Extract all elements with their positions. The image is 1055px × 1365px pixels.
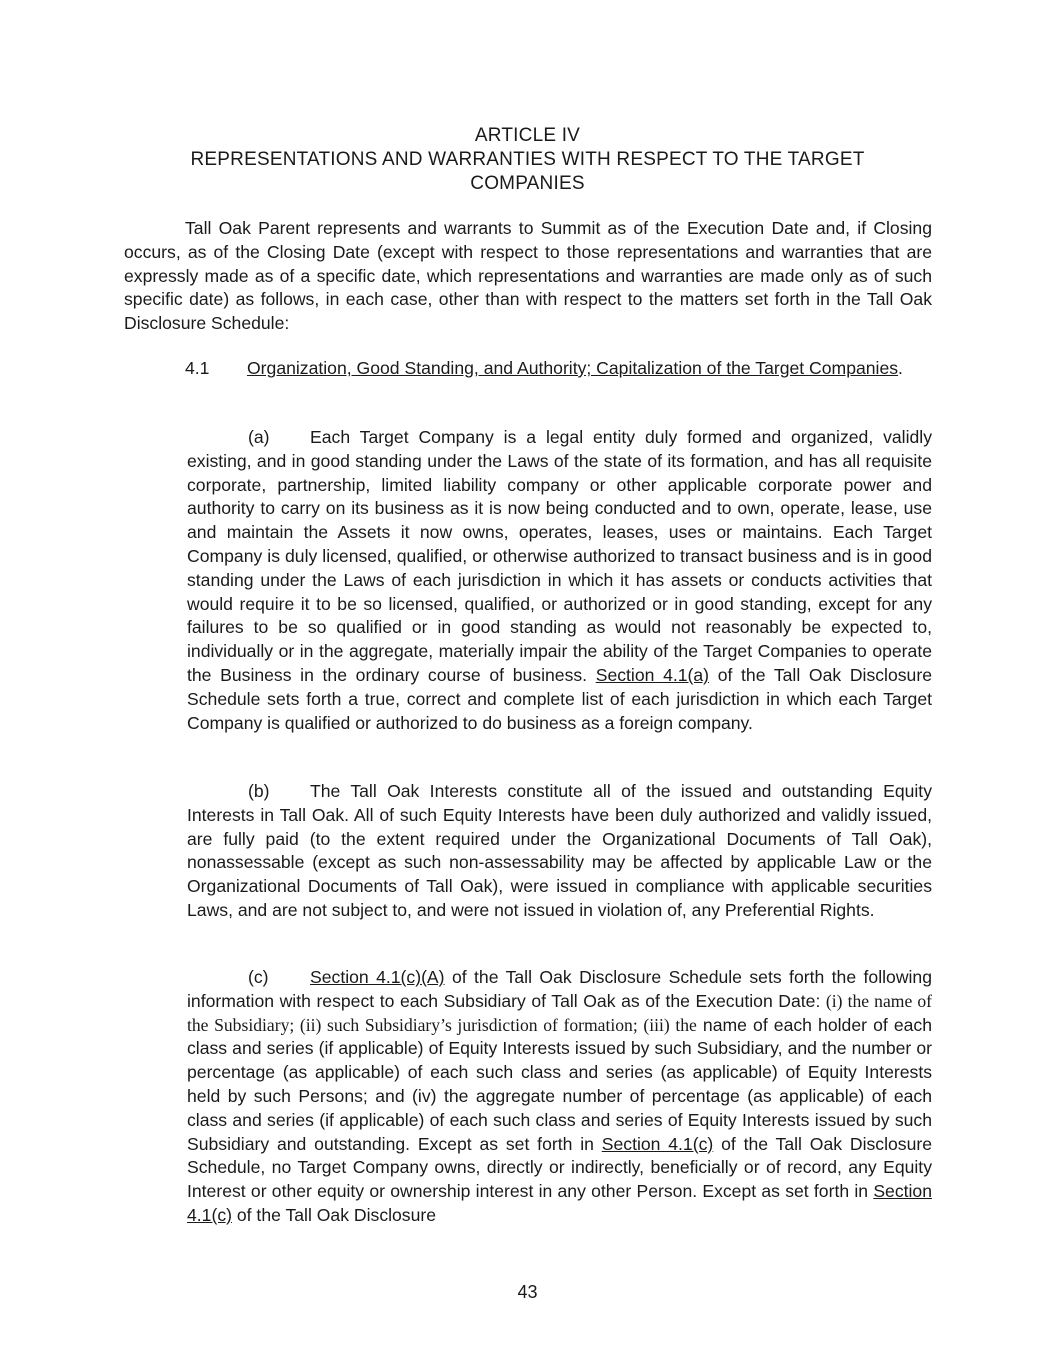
- article-heading: [120, 124, 935, 196]
- paragraph-c-text4: of the Tall Oak Disclosure: [231, 1204, 437, 1225]
- paragraph-a-text2: of the Tall Oak Disclosure Schedule sets forth a true, correct and complete list of each jurisdiction in which each Target Company is qualified or authorized to do business as a foreign company.: [187, 664, 932, 733]
- paragraph-c-text3: of the Tall Oak Disclosure Schedule, no Target Company owns, directly or indirectly, beneficially or of record, any Equity Interest or other equity or ownership interest in any other Person. Except as set forth in: [187, 1133, 933, 1202]
- paragraph-c-text2: name of each holder of each class and series (if applicable) of Equity Interests issued by such Subsidiary, and the number or percentage (as applicable) of each such class and series (as applicable) of Equity Interests held by such Persons; and (iv) the aggregate number of percentage (as applicable) of each class and series (if applicable) of each such class and series of Equity Interests issued by such Subsidiary and outstanding. Except as set forth in: [187, 1014, 932, 1154]
- section-4-1-c-A-reference: Section 4.1(c)(A): [310, 967, 445, 987]
- page-number: 43: [517, 1282, 538, 1302]
- article-title: ARTICLE IV: [474, 125, 581, 146]
- article-subtitle-line2: COMPANIES: [470, 173, 585, 194]
- paragraph-c-text1: of the Tall Oak Disclosure Schedule sets forth the following information with respect to each Subsidiary of Tall Oak as of the Execution Date:: [187, 967, 932, 1011]
- article-subtitle-line1: REPRESENTATIONS AND WARRANTIES WITH RESPECT TO THE TARGET: [190, 149, 865, 170]
- paragraph-c-label: (c): [248, 967, 269, 987]
- section-4-1-c-reference: Section 4.1(c): [601, 1133, 714, 1154]
- paragraph-a-text1: Each Target Company is a legal entity duly formed and organized, validly existing, and in good standing under the Laws of the state of its formation, and has all requisite corporate, partnership, limited liability company or other applicable corporate power and authority to carry on its business as it is now being conducted and to own, operate, lease, use and maintain the Assets it now owns, operates, leases, uses or maintains. Each Target Company is duly licensed, qualified, or otherwise authorized to transact business and is in good standing under the Laws of each jurisdiction in which it has assets or conducts activities that would require it to be so licensed, qualified, or authorized or in good standing, except for any failures to be so qualified or in good standing as would not reasonably be expected to, individually or in the aggregate, materially impair the ability of the Target Companies to operate the Business in the ordinary course of business.: [187, 427, 932, 685]
- paragraph-c-serif-text: (i) the name of the Subsidiary; (ii) such Subsidiary’s jurisdiction of formation; (iii) the: [187, 990, 932, 1035]
- paragraph-b-text: The Tall Oak Interests constitute all of the issued and outstanding Equity Interests in Tall Oak. All of such Equity Interests have been duly authorized and validly issued, are fully paid (to the extent required under the Organizational Documents of Tall Oak), nonassessable (except as such non-assessability may be affected by applicable Law or the Organizational Documents of Tall Oak), were issued in compliance with applicable securities Laws, and are not subject to, and were not issued in violation of, any Preferential Rights.: [187, 781, 932, 920]
- paragraph-b-label: (b): [248, 781, 270, 801]
- section-4-1-a-reference: Section 4.1(a): [595, 664, 710, 685]
- section-period: .: [898, 358, 903, 378]
- paragraph-a-label: (a): [248, 427, 270, 447]
- section-4-1-heading: [124, 357, 932, 381]
- paragraph-c: [187, 966, 932, 1228]
- section-title: Organization, Good Standing, and Authority; Capitalization of the Target Companies: [247, 358, 899, 378]
- paragraph-a: [187, 426, 932, 735]
- intro-paragraph: Tall Oak Parent represents and warrants to Summit as of the Execution Date and, if Closing occurs, as of the Closing Date (except with respect to those representations and warranties that are expressly made as of a specific date, which representations and warranties are made only as of such specific date) as follows, in each case, other than with respect to the matters set forth in the Tall Oak Disclosure Schedule:: [124, 218, 932, 334]
- section-number: 4.1: [185, 358, 210, 378]
- section-4-1-c-reference-2: Section 4.1(c): [187, 1181, 932, 1225]
- paragraph-b: [187, 780, 932, 923]
